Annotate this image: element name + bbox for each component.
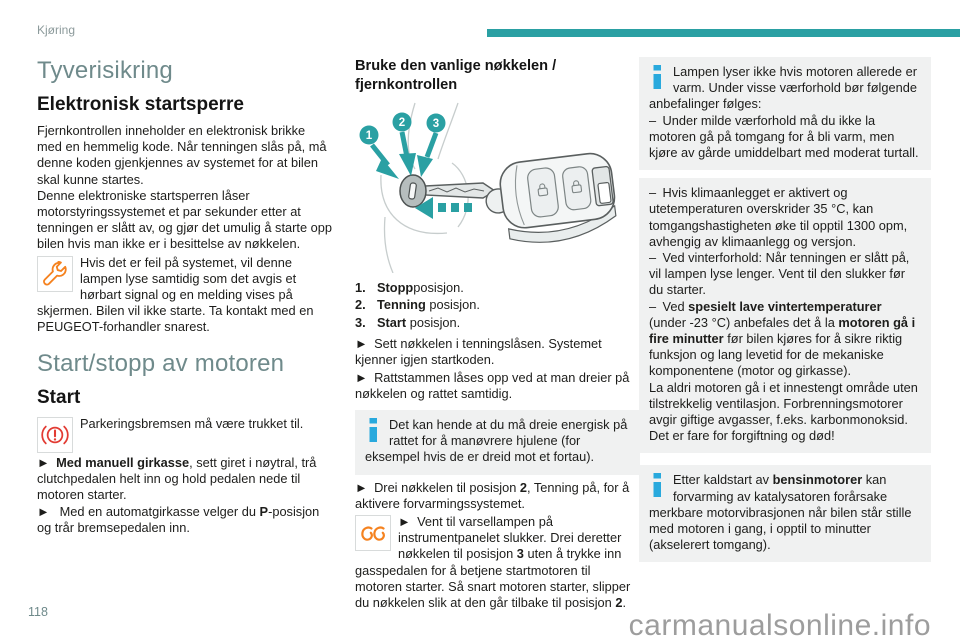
info-icon bbox=[367, 418, 380, 443]
body-paragraph: Denne elektroniske startsperren låser motorstyringssystemet et par sekunder etter at tenningen er slått av, og gjør det umulig å starte opp bilen hvis man ikke er i besittelse av nøkkelen. bbox=[37, 187, 332, 252]
glow-plug-icon bbox=[355, 515, 391, 551]
note-text: Parkeringsbremsen må være trukket til. bbox=[80, 415, 304, 431]
info-text: Det kan hende at du må dreie energisk på rattet for å manøvrere hjulene (for eksempel hvis de er dreid mot et fortau). bbox=[365, 417, 628, 465]
list-item bbox=[355, 279, 640, 296]
info-text: – Ved spesielt lave vintertemperaturer (under -23 °C) anbefales det å la motoren gå i fire minutter før bilen kjøres for å sikre riktig funksjon og lang levetid for de mekaniske komponentene (motor og girkasse). bbox=[649, 298, 916, 379]
body-paragraph: Fjernkontrollen inneholder en elektronisk brikke med en hemmelig kode. Når tenningen slås på, må denne koden gjenkjennes av systemet for at bilen skal kunne startes. bbox=[37, 123, 327, 187]
callout-3: 3 bbox=[432, 118, 440, 130]
instruction-bullet: ► Med en automatgirkasse velger du P-posisjon og trår bremsepedalen inn. bbox=[37, 504, 320, 536]
info-box-cold-start bbox=[639, 465, 931, 562]
key-position-list bbox=[355, 279, 640, 331]
callout-2: 2 bbox=[398, 117, 406, 129]
wrench-icon bbox=[37, 256, 73, 292]
right-column bbox=[639, 57, 931, 562]
instruction-bullet: ► Drei nøkkelen til posisjon 2, Tenning på, for å aktivere forvarmingssystemet. bbox=[355, 479, 630, 511]
info-box-climate-winter bbox=[639, 178, 931, 453]
key-ignition-illustration bbox=[355, 101, 640, 273]
info-icon bbox=[651, 65, 664, 90]
info-box-steering bbox=[355, 410, 640, 475]
parking-brake-note bbox=[37, 416, 333, 432]
note-text: ► Vent til varsellampen på instrumentpanelet slukker. Drei deretter nøkkelen til posisjon 3 uten å trykke inn gasspedalen for å betjene startmotoren til motoren starter. Så snart motoren starter, slipper du nøkkelen slik at den går tilbake til posisjon 2. bbox=[355, 514, 631, 611]
middle-column bbox=[355, 57, 640, 611]
chapter-accent-bar bbox=[487, 29, 960, 37]
info-text: – Hvis klimaanlegget er aktivert og utetemperaturen overskrider 35 °C, kan tomgangshastigheten øke til opptil 1300 opm, avhengig av klimaanlegg og versjon. bbox=[649, 185, 908, 249]
note-text: Hvis det er feil på systemet, vil denne lampen lyse samtidig som det avgis et hørbart signal og en melding vises på skjermen. Bilen vil ikke starte. Ta kontakt med en PEUGEOT-forhandler snarest. bbox=[37, 254, 314, 335]
list-item bbox=[355, 314, 640, 331]
instruction-bullet: ► Sett nøkkelen i tenningslåsen. Systemet kjenner igjen startkoden. bbox=[355, 336, 602, 368]
glow-plug-note bbox=[355, 514, 640, 611]
list-text: Start posisjon. bbox=[377, 314, 461, 330]
chapter-header: Kjøring bbox=[37, 23, 76, 37]
list-number: 3. bbox=[355, 314, 366, 330]
section-title-theft-protection: Tyverisikring bbox=[37, 57, 173, 84]
list-item bbox=[355, 296, 640, 313]
left-column bbox=[37, 57, 333, 537]
callout-1: 1 bbox=[365, 130, 373, 142]
list-number: 1. bbox=[355, 280, 366, 295]
instruction-bullet: ► Rattstammen låses opp ved at man dreier på nøkkelen og rattet samtidig. bbox=[355, 369, 630, 401]
list-text: Stoppposisjon. bbox=[377, 280, 464, 295]
section-title-start-stop: Start/stopp av motoren bbox=[37, 349, 285, 377]
subsection-title-immobiliser: Elektronisk startsperre bbox=[37, 94, 244, 115]
wrench-warning-note bbox=[37, 255, 333, 336]
info-box-lamp bbox=[639, 57, 931, 170]
info-text: La aldri motoren gå i et innestengt område uten tilstrekkelig ventilasjon. Forbrenningsmotorer avgir giftige avgasser, f.eks. karbonmonoksid. Det er fare for forgiftning og død! bbox=[649, 379, 918, 444]
parking-brake-warning-icon bbox=[37, 417, 73, 453]
info-text: – Ved vinterforhold: Når tenningen er slått på, vil lampen lyse lenger. Vent til den slukker før du starter. bbox=[649, 250, 910, 298]
subsection-title-use-key: Bruke den vanlige nøkkelen / fjernkontrollen bbox=[355, 58, 557, 93]
info-icon bbox=[651, 473, 664, 498]
subsection-title-start: Start bbox=[37, 386, 81, 408]
info-text: Lampen lyser ikke hvis motoren allerede er varm. Under visse værforhold bør følgende anbefalinger følges: bbox=[649, 64, 917, 112]
watermark: carmanualsonline.info bbox=[628, 608, 931, 642]
page-number: 118 bbox=[28, 605, 48, 619]
list-number: 2. bbox=[355, 297, 366, 313]
info-text: – Under milde værforhold må du ikke la motoren gå på tomgang for å bli varm, men kjøre av gårde umiddelbart med moderat turtall. bbox=[649, 112, 919, 161]
list-text: Tenning posisjon. bbox=[377, 297, 480, 313]
info-text: Etter kaldstart av bensinmotorer kan forvarming av katalysatoren forårsake merkbare motorvibrasjonen når bilen står stille med motoren i gang, i opptil to minutter (akselerert tomgang). bbox=[649, 472, 912, 553]
instruction-bullet: ► Med manuell girkasse, sett giret i nøytral, trå clutchpedalen helt inn og hold pedalen nede til motoren starter. bbox=[37, 454, 317, 503]
